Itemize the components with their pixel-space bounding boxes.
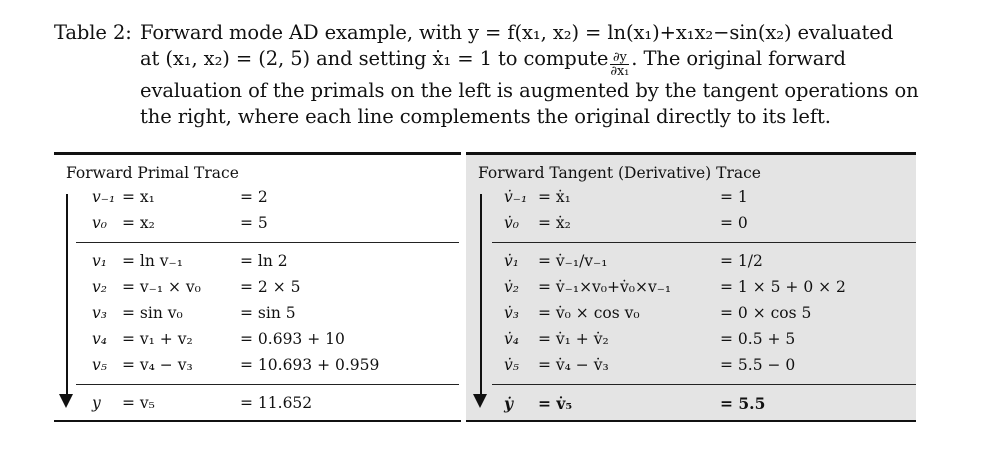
flow-arrow-shaft	[66, 194, 68, 394]
down-arrow-icon	[473, 394, 487, 408]
caption-line-3: evaluation of the primals on the left is augmented by the tangent operations on	[140, 79, 919, 102]
bottom-rule	[54, 420, 461, 422]
top-rule	[54, 152, 461, 155]
top-rule	[466, 152, 916, 155]
section-divider	[76, 384, 459, 385]
bottom-rule	[466, 420, 916, 422]
caption-line-2: at (x₁, x₂) = (2, 5) and setting ẋ₁ = 1 to compute $\frac{\partial y}{\text{∂x₁}}$ . The original forward	[140, 47, 846, 79]
caption-label: Table 2:	[54, 21, 132, 44]
table-caption	[54, 20, 924, 130]
flow-arrow-shaft	[480, 194, 482, 394]
partial-derivative-fraction: $\frac{\partial y}{\text{∂x₁}}$	[610, 50, 630, 79]
caption-line-1: Forward mode AD example, with y = f(x₁, x₂) = ln(x₁)+x₁x₂−sin(x₂) evaluated	[140, 21, 894, 44]
caption-text	[140, 20, 924, 130]
section-divider	[492, 384, 916, 385]
section-divider	[492, 242, 916, 243]
caption-line-4: the right, where each line complements the original directly to its left.	[140, 105, 831, 128]
section-divider	[76, 242, 459, 243]
primal-trace-panel: Forward Primal Trace v₋₁ = x₁ = 2 v₀ = x₂ = 5 v₁ = ln v₋₁ = ln 2 v₂ = v₋₁ × v₀ = 2 × 5 v₃ = sin v₀ = sin 5 v₄ = v₁ + v₂ = 0.693 + 10 v₅ = v₄ − v₃ = 10.693 + 0.959 y = v₅ = 11.652	[54, 152, 461, 422]
tangent-trace-title: Forward Tangent (Derivative) Trace	[478, 164, 761, 182]
tangent-trace-panel: Forward Tangent (Derivative) Trace v̇₋₁ = ẋ₁ = 1 v̇₀ = ẋ₂ = 0 v̇₁ = v̇₋₁/v₋₁ = 1/2 v̇₂ = v̇₋₁×v₀+v̇₀×v₋₁ = 1 × 5 + 0 × 2 v̇₃ = v̇₀ × cos v₀ = 0 × cos 5 v̇₄ = v̇₁ + v̇₂ = 0.5 + 5 v̇₅ = v̇₄ − v̇₃ = 5.5 − 0 ẏ = v̇₅ = 5.5	[466, 152, 916, 422]
down-arrow-icon	[59, 394, 73, 408]
primal-trace-title: Forward Primal Trace	[66, 164, 239, 182]
